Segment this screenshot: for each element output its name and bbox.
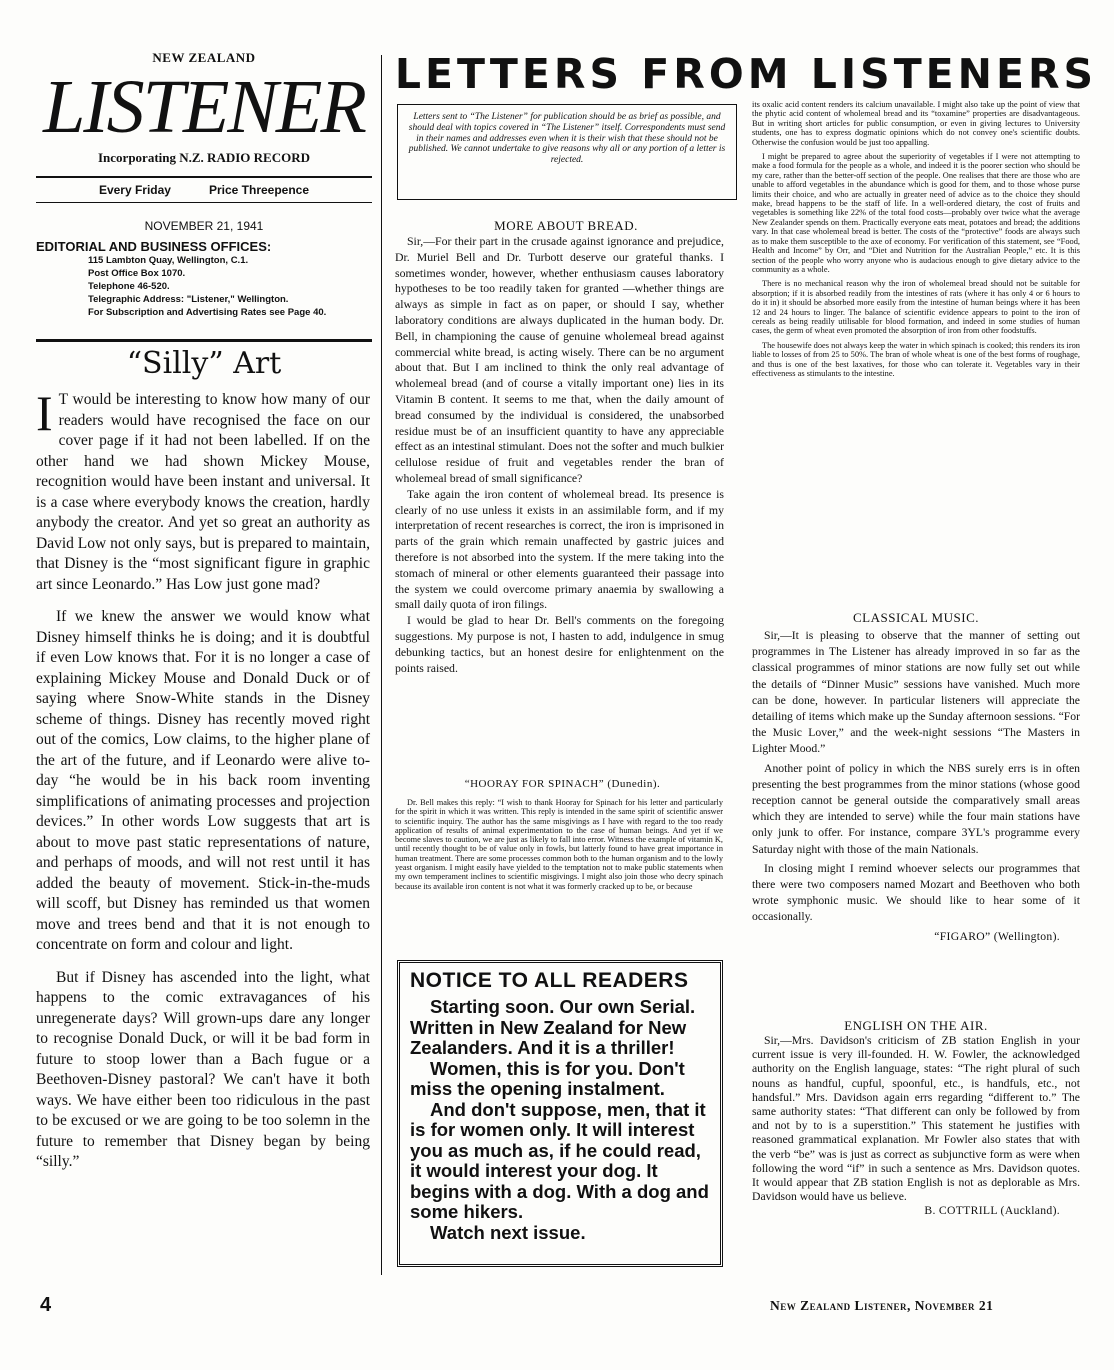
english-paragraph: Sir,—Mrs. Davidson's criticism of ZB station English in your current issue is very ill-founded. H. W. Fowler, the acknowledged authority on the English language, states: “The right plural of such nouns as handful, cupful, spoonful, etc., is handfuls, etc., not handsful.” Mrs. Davidson again errs regarding “different to.” The same authority states: “That different can only be followed by from and not by to is a superstition.” This statement he justifies with reasoned grammatical explanation. Mr Fowler also states that with the verb “be” was is just as correct as subjunctive form as were when following the word “if” in such a sentence as Mrs. Davidson quotes. It would appear that ZB station English is not as deplorable as Mrs. Davidson would have us believe. xyxy=(752,1034,1080,1204)
notice-line: Watch next issue. xyxy=(430,1221,586,1243)
letters-policy-text: Letters sent to “The Listener” for publication should be as brief as possible, and should deal with topics covered in “The Listener” itself. Correspondents must send in their names and addresses even when it is their wish that these should not be published. We cannot undertake to give reasons why all or any portion of a letter is rejected. xyxy=(408,112,726,166)
masthead xyxy=(36,50,372,342)
bread-paragraph: Take again the iron content of wholemeal bread. Its presence is clearly of no use unless it exists in an assimilable form, and if my interpretation of recent researches is correct, the iron is imprisoned in parts of the grain which remain unaffected by gastric juices and therefore is not absorbed into the system. If the mere taking into the stomach of mineral or other elements guaranteed their passage into the system we could overcome primary anaemia by swallowing a small daily quota of iron filings. xyxy=(395,486,724,612)
english-heading: ENGLISH ON THE AIR. xyxy=(844,1018,988,1033)
editorial-paragraph: But if Disney has ascended into the light, what happens to the comic extravagances of his unregenerate days? Will grown-ups dare any longer to recognise Donald Duck, or will it be bad form in future to stoop lower than a Bach fugue or a Beethoven-Disney pastoral? We can't have it both ways. We have either been too ridiculous in the past to be excused or we are going to be too solemn in the future to remember that Disney began by being “silly.” xyxy=(36,968,370,1170)
classical-paragraph: In closing might I remind whoever selects our programmes that there were two composers named Mozart and Beethoven who both wrote symphonic music. We should like to hear some of it occasionally. xyxy=(752,861,1080,924)
dr-bell-reply: Dr. Bell makes this reply: “I wish to thank Hooray for Spinach for his letter and particularly for the spirit in which it was written. This reply is intended in the same spirit of scientific answer to scientific inquiry. The author has the same misgivings as I have with regard to the too ready application of results of animal experimentation to the case of human beings. And yet if we become slaves to caution, we are just as likely to fall into error. Witness the example of vitamin K, until recently thought to be of value only in fowls, but latterly found to have great importance in human treatment. There are some processes common both to the human organism and to the lowly yeast organism. I might easily have yielded to the temptation not to make public statements when my own temperament inclines to scientific misgivings. I might also join those who decry spinach because its available iron content is not what it was formerly cracked up to be, or because xyxy=(395,798,723,891)
column-divider xyxy=(381,55,382,1275)
masthead-frequency: Every Friday xyxy=(98,183,171,197)
masthead-rule-lower xyxy=(36,202,372,203)
issue-date: NOVEMBER 21, 1941 xyxy=(144,219,264,233)
masthead-title: LISTENER xyxy=(43,65,365,149)
english-signature: B. COTTRILL (Auckland). xyxy=(924,1204,1060,1218)
masthead-country: NEW ZEALAND xyxy=(152,50,256,65)
bread-paragraph: Sir,—For their part in the crusade against ignorance and prejudice, Dr. Muriel Bell and Dr. Turbott deserve our grateful thanks. I sometimes wonder, however, whether enthusiasm causes laboratory hypotheses to be too readily taken for granted —whether things are always as simple in fact as on paper, or should I say, whether laboratory conditions are always duplicated in the human body. Dr. Bell, in championing the cause of genuine wholemeal bread against commercial white bread, is acting wisely. There can be no argument about that. But I am inclined to think the only real advantage of wholemeal bread (and of course a vitally important one) lies in its Vitamin B content. It seems to me that, when the daily amount of bread consumed by the individual is considered, the unabsorbed residue must be of an insufficient quantity to have any appreciable effect as an intestinal stimulant. Does not the softer and much bulkier cellulose residue of fruit and vegetables render the bran of wholemeal bread of small significance? xyxy=(395,234,724,485)
reply-paragraph: There is no mechanical reason why the iron of wholemeal bread should not be suitable for absorption; if it is absorbed readily from the intestines of rats (where it has only 4 or 6 hours to do it in) it should be absorbed more easily from the intestine of human beings where it has been 12 and 24 hours to linger. The balance of scientific evidence appears to point to the iron of cereals as being readily utilisable for blood formation, and indeed in some studies of human cases, the germ of wheat even promoted the absorption of iron from other foodstuffs. xyxy=(752,279,1080,336)
notice-to-readers-box xyxy=(397,960,723,1267)
bread-heading: MORE ABOUT BREAD. xyxy=(494,218,638,233)
masthead-incorporating: Incorporating N.Z. RADIO RECORD xyxy=(98,150,310,165)
dr-bell-reply-continued xyxy=(752,100,1080,383)
page-footer: New Zealand Listener, November 21 xyxy=(770,1298,994,1313)
english-letter xyxy=(752,1034,1080,1219)
notice-line: And don't suppose, men, that it is for women only. It will interest you as much as, if he could read, it would interest your dog. It begins with a dog. With a dog and some hikers. xyxy=(410,1098,709,1222)
bread-letter xyxy=(395,234,724,676)
editorial-title: “Silly” Art xyxy=(126,346,282,381)
offices-pobox: Post Office Box 1070. xyxy=(88,268,186,279)
classical-letter xyxy=(752,628,1080,945)
masthead-thick-rule xyxy=(36,339,372,342)
classical-signature: “FIGARO” (Wellington). xyxy=(934,929,1060,943)
reply-paragraph: The housewife does not always keep the water in which spinach is cooked; this renders its iron liable to losses of from 25 to 50%. The bran of whole wheat is one of the best forms of roughage, and thus is one of the best laxatives, for those who can tolerate it. Vegetables vary in their effectiveness as stimulants to the intestine. xyxy=(752,340,1080,378)
masthead-frequency-row xyxy=(36,183,372,197)
notice-line: Women, this is for you. Don't miss the opening instalment. xyxy=(410,1057,685,1099)
classical-paragraph: Sir,—It is pleasing to observe that the manner of setting out programmes in The Listener has already improved in so far as the classical programmes of minor stations are now fully set out while the details of “Dinner Music” sessions have vanished. Much more can be done, however. In particular listeners will appreciate the detailing of items which make up the Sunday afternoon sessions. “For the Music Lover,” and the week-night sessions “The Masters in Lighter Mood.” xyxy=(752,629,1080,756)
offices-subscription: For Subscription and Advertising Rates see Page 40. xyxy=(88,307,327,318)
masthead-price: Price Threepence xyxy=(208,183,310,197)
notice-to-readers-body xyxy=(410,997,710,1243)
page-number: 4 xyxy=(40,1294,52,1316)
offices-telephone: Telephone 46-520. xyxy=(88,281,170,292)
reply-paragraph: its oxalic acid content renders its calcium unavailable. I might also take up the point of view that the phytic acid content of wholemeal bread and its “toxamine” properties are disadvantageous. But in writing short articles for public consumption, or even in giving lectures to University students, one has to express dogmatic opinions which do not convey one's scientific doubts. Otherwise the confusion would be just too appalling. xyxy=(752,100,1080,147)
editorial-paragraph: I T would be interesting to know how many of our readers would have recognised the face on our cover page if it had not been labelled. If on the other hand we had shown Mickey Mouse, recognition would have been instant and universal. It is a case where everybody knows the creation, hardly anybody the creator. And yet so great an authority as David Low not only says, but is prepared to maintain, that Disney is the “most significant figure in graphic art since Leonardo.” Has Low just gone mad? xyxy=(36,385,370,593)
offices-address: 115 Lambton Quay, Wellington, C.1. xyxy=(88,255,249,266)
bread-signature: “HOORAY FOR SPINACH” (Dunedin). xyxy=(464,778,661,790)
notice-to-readers-title: NOTICE TO ALL READERS xyxy=(410,969,689,992)
notice-line: Starting soon. Our own Serial. Written in New Zealand for New Zealanders. And it is a thriller! xyxy=(410,996,696,1058)
letters-policy-box xyxy=(397,104,737,200)
drop-cap: I xyxy=(36,385,53,441)
offices-telegraphic: Telegraphic Address: "Listener," Wellington. xyxy=(88,294,289,305)
classical-heading: CLASSICAL MUSIC. xyxy=(853,610,979,625)
classical-paragraph: Another point of policy in which the NBS surely errs is in often presenting the best programmes from the minor stations (whose good reception cannot be general outside the comparatively small areas which they are intended to serve) while the four main stations have only junk to offer. For instance, compare 3YL's programme every Saturday night with those of the main Nationals. xyxy=(752,761,1080,856)
editorial-body xyxy=(36,385,370,1185)
masthead-rule xyxy=(36,176,372,178)
reply-paragraph: I might be prepared to agree about the superiority of vegetables if I were not attempting to make a food formula for the people as a whole, and indeed it is the poorer section who should be my care, rather than the better-off section of the people. One realises that there are those who are unable to afford vegetables in the abundance which is good for them, and to those whose purse limits their choice, and who are actually in greater need of advice as to the choice they should make, bread happens to be the staff of life. In a well-ordered dietary, the cost of fruits and vegetables is something like 22% of the total food costs—probably over twice what the average New Zealander spends on them. Practically everyone eats meat, potatoes and bread; the additions vary. In that case wholemeal bread is better. The costs of the “protective” foods are always such as to make them susceptible to the axe of economy. For verification of this statement, see “Food, Health and Income” by Orr, and “Diet and Nutrition for the Australian People,” etc. It is this section of the people who worry anyone who is audacious enough to give dietary advice to the community as a whole. xyxy=(752,152,1080,274)
editorial-paragraph: If we knew the answer we would know what Disney himself thinks he is doing; and it is doubtful if even Low knows that. For it is no longer a case of explaining Mickey Mouse and Donald Duck or of saying where Snow-White stands in the Disney scheme of things. Disney has recently moved right out of the comics, Low claims, to the higher plane of the art of the future, and if Leonardo were alive to-day “he would be in his back room inventing simplifications of animating processes and projection devices.” In other words Low suggests that art is about to move past static representations of nature, and perhaps of moods, and will not rest until it has added the beauty of movement. Stick-in-the-muds will scoff, but Disney has reminded us that women move and trees bend and that it is not enough to concentrate on form and colour and light. xyxy=(36,608,370,953)
letters-title: LETTERS FROM LISTENERS xyxy=(394,50,1098,98)
offices-heading: EDITORIAL AND BUSINESS OFFICES: xyxy=(36,239,272,254)
bread-paragraph: I would be glad to hear Dr. Bell's comments on the foregoing suggestions. My purpose is not, I hasten to add, indulgence in smug debunking tactics, but an honest desire for enlightenment on the points raised. xyxy=(395,613,724,675)
